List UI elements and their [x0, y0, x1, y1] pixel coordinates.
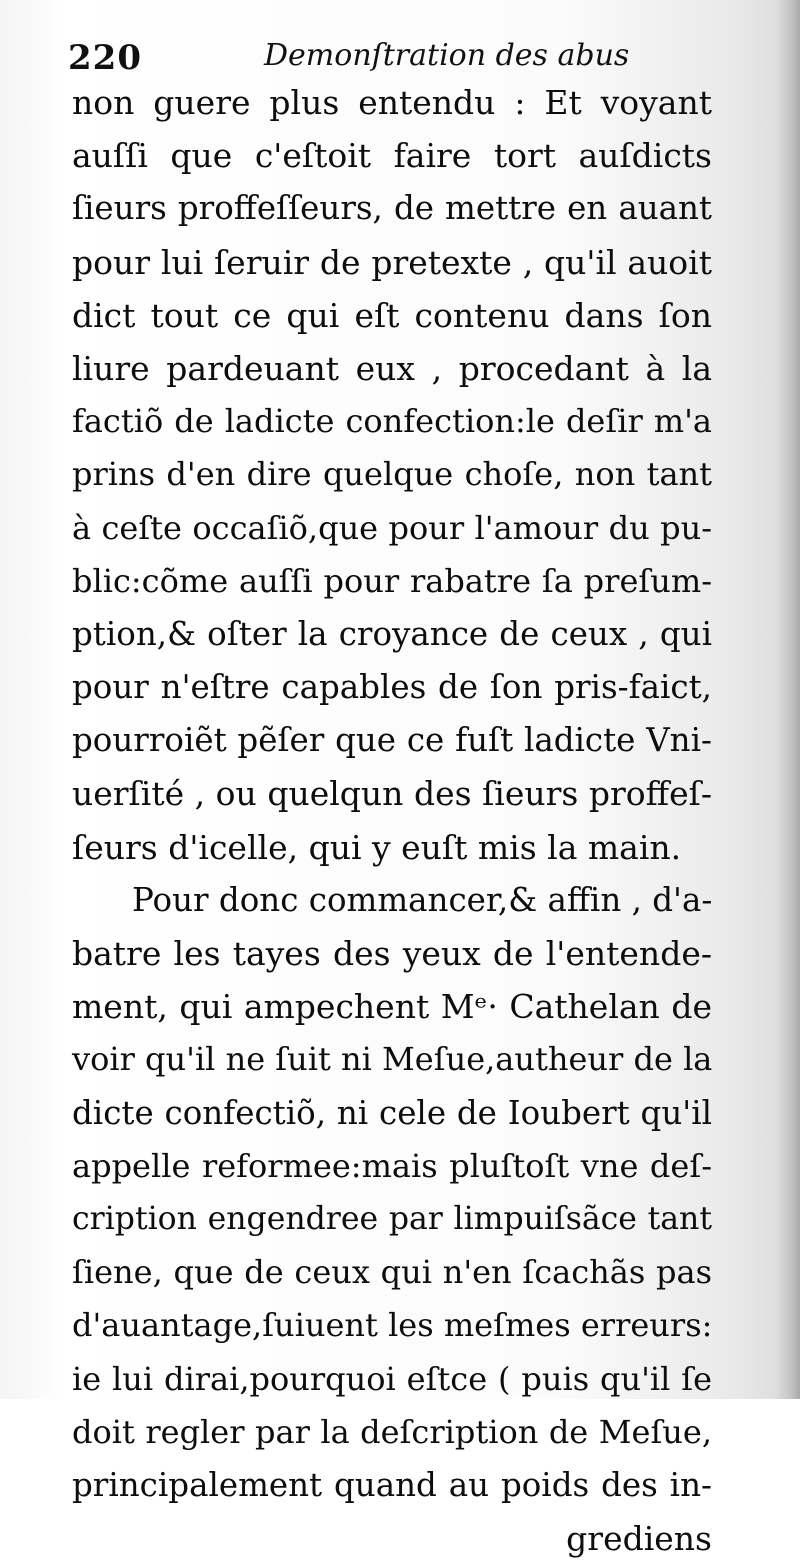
- text-line: ment, qui ampechent Mᵉ· Cathelan de: [72, 987, 712, 1027]
- text-line: pourroiẽt pẽſer que ce fuſt ladicte Vni-: [72, 721, 712, 760]
- text-line: blic:cõme auſſi pour rabatre ſa preſum-: [72, 561, 712, 600]
- text-line: dicte confectiõ, ni cele de Ioubert qu'il: [72, 1093, 712, 1132]
- text-line: pour lui ſeruir de pretexte , qu'il auoit: [72, 242, 712, 282]
- text-line: auſſi que c'eſtoit faire tort auſdicts: [72, 136, 712, 176]
- text-line: pour n'eſtre capables de ſon pris-faict,: [72, 668, 712, 707]
- catchword: grediens: [566, 1519, 712, 1559]
- text-line: d'auantage,ſuiuent les meſmes erreurs:: [72, 1306, 713, 1345]
- text-line: dict tout ce qui eſt contenu dans ſon: [72, 295, 712, 335]
- text-line: uerſité , ou quelqun des ſieurs proffeſ-: [72, 774, 712, 814]
- text-line: liure pardeuant eux , procedant à la: [72, 348, 712, 388]
- text-line: voir qu'il ne ſuit ni Meſue,autheur de la: [72, 1040, 713, 1079]
- text-line: prins d'en dire quelque choſe, non tant: [72, 455, 712, 494]
- paragraph-start-line: Pour donc commancer,& affin , d'a-: [132, 880, 713, 919]
- text-line: ie lui dirai,pourquoi eſtce ( puis qu'il ſe: [72, 1359, 712, 1398]
- text-line: batre les tayes des yeux de l'entende-: [72, 934, 712, 973]
- text-line: doit regler par la deſcription de Meſue,: [72, 1412, 712, 1451]
- text-line: factiõ de ladicte confection:le deſir m'a: [72, 402, 712, 441]
- running-title: Demonſtration des abus: [264, 38, 630, 73]
- text-line: non guere plus entendu : Et voyant: [72, 83, 712, 122]
- paragraph-end-line: ſeurs d'icelle, qui y euſt mis la main.: [72, 827, 682, 867]
- text-line: ſiene, que de ceux qui n'en ſcachãs pas: [72, 1253, 712, 1292]
- page-gutter-shadow: [776, 0, 800, 1399]
- text-line: ſieurs proffeſſeurs, de mettre en auant: [72, 189, 712, 228]
- text-line: à ceſte occaſiõ,que pour l'amour du pu-: [72, 508, 712, 547]
- text-line: appelle reformee:mais pluſtoſt vne deſ-: [72, 1146, 712, 1185]
- body-text: [72, 76, 712, 1565]
- text-line: ption,& oſter la croyance de ceux , qui: [72, 614, 712, 653]
- text-line: principalement quand au poids des in-: [72, 1465, 712, 1504]
- page-number: 220: [68, 38, 142, 78]
- text-line: cription engendree par limpuiſsãce tant: [72, 1200, 712, 1237]
